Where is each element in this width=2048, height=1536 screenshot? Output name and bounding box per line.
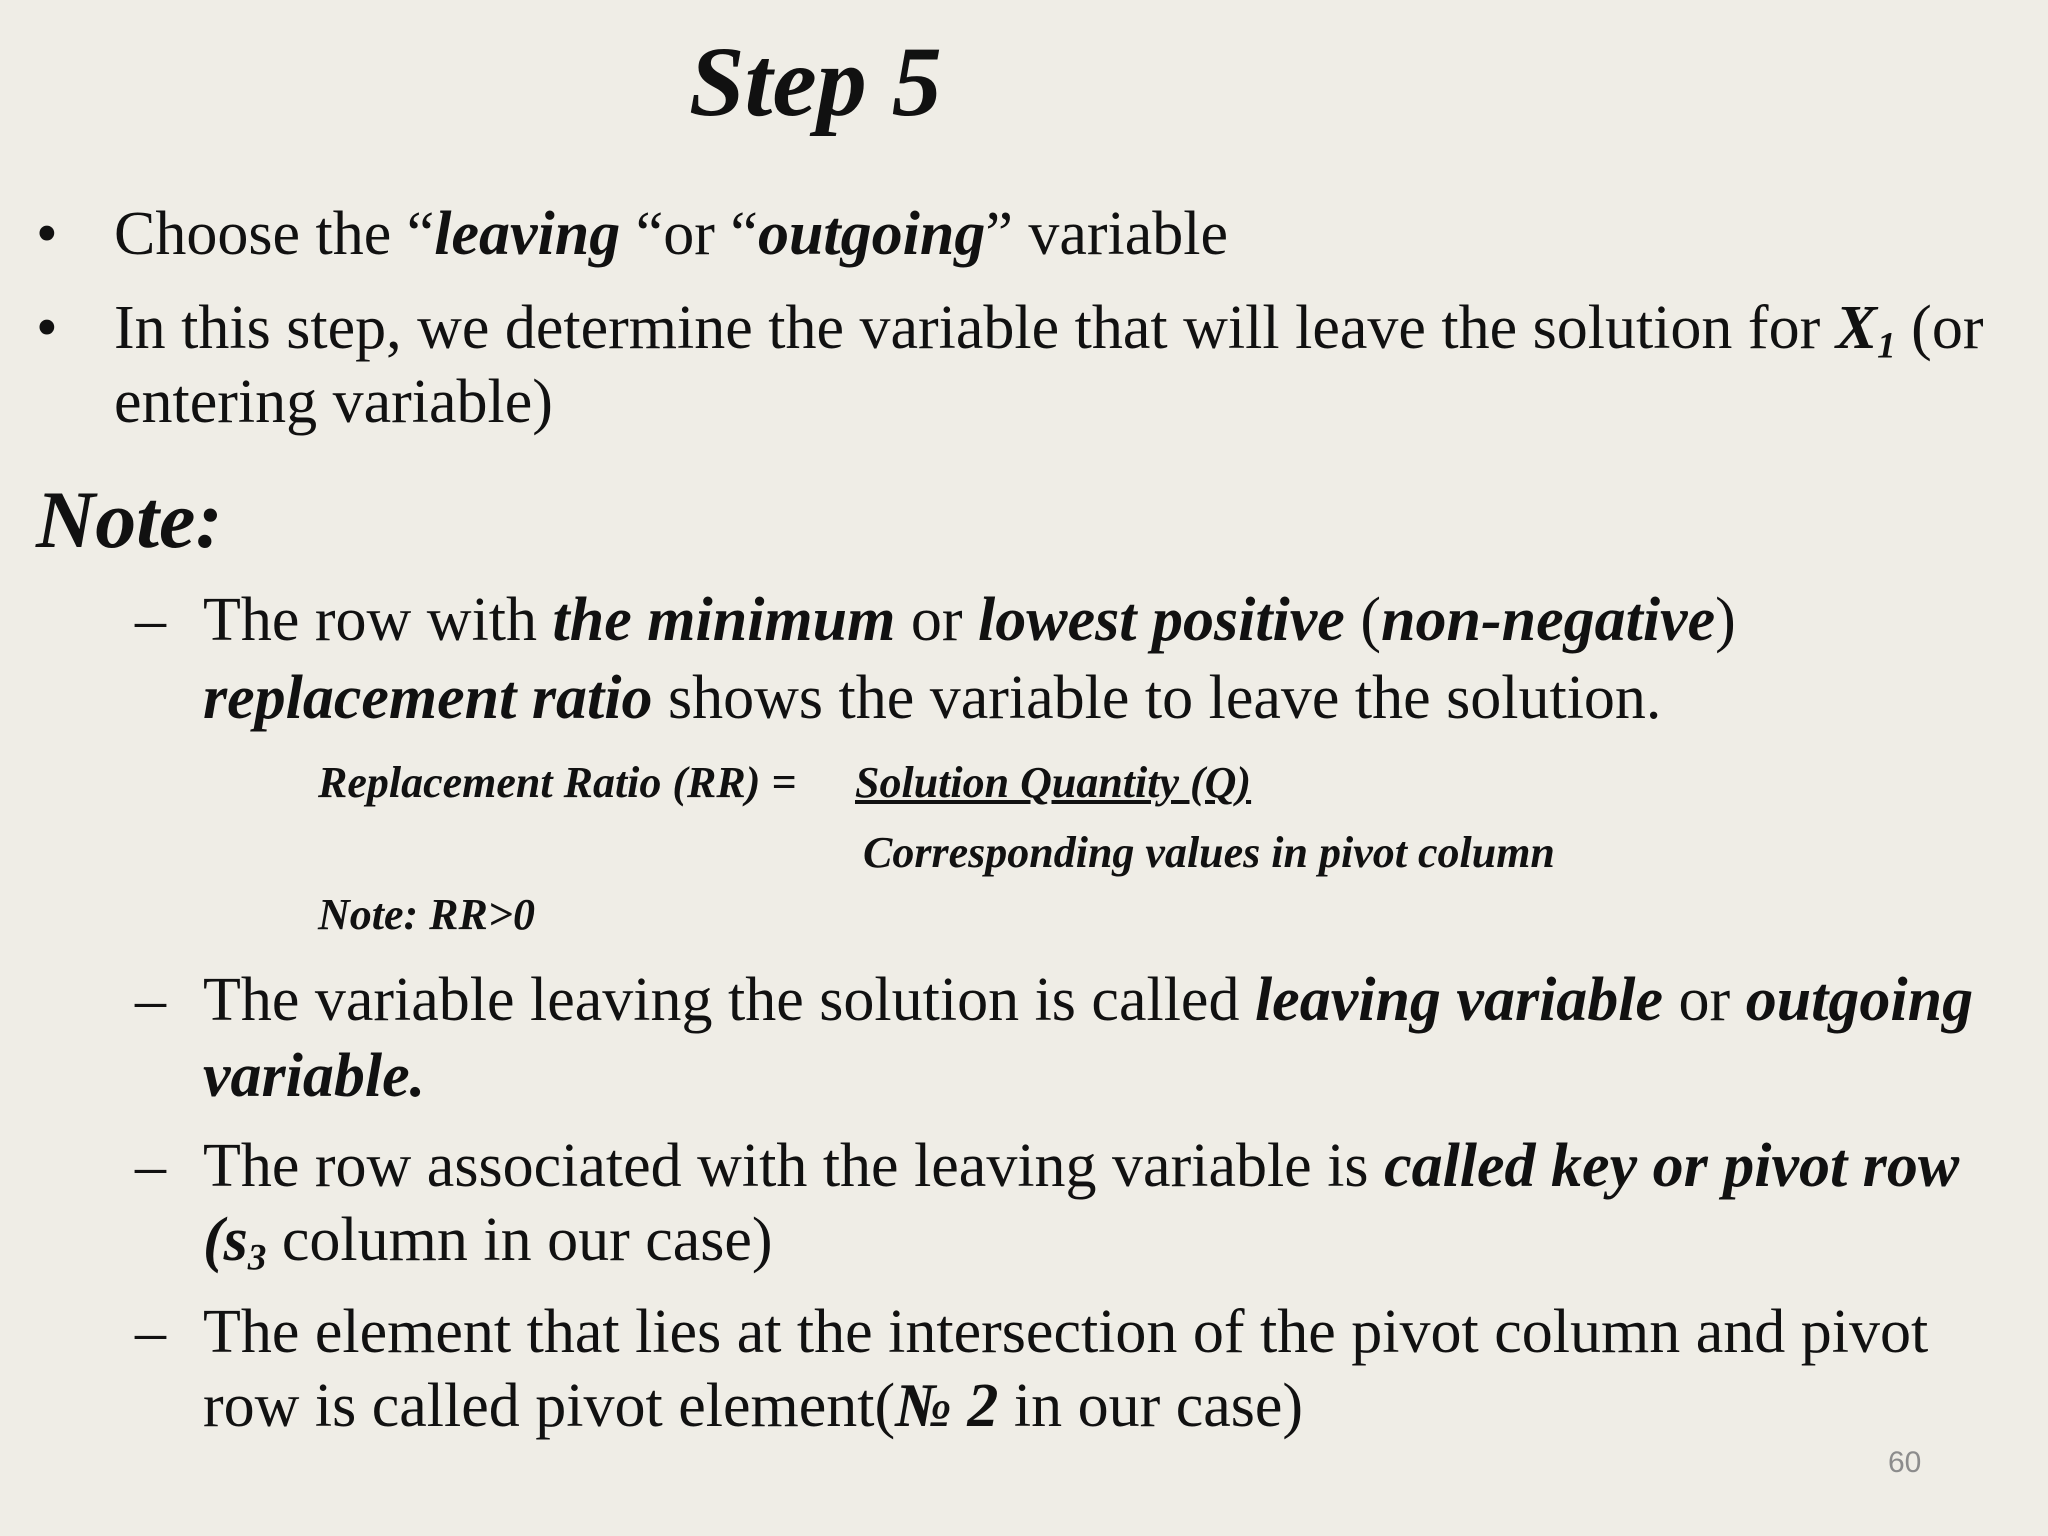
bullet-marker: • [36, 200, 58, 268]
dash-marker: – [135, 1298, 166, 1366]
formula-lhs: Replacement Ratio (RR) = [318, 758, 797, 807]
text-run: The element that lies at the intersection of the pivot column and pivot [203, 1298, 1929, 1366]
dash-marker: – [135, 1132, 166, 1200]
text-run: column in our case) [266, 1206, 773, 1274]
emphasis: non-negative [1380, 586, 1716, 654]
note-item-line-1 [203, 962, 1973, 1038]
note-item-line-2 [203, 660, 1661, 736]
emphasis: № 2 [895, 1372, 999, 1440]
note-heading: Note: [36, 474, 223, 565]
text-run: in our case) [998, 1372, 1304, 1440]
text-run: The row with [203, 586, 553, 654]
text-run: or [1663, 966, 1746, 1034]
emphasis-leaving: leaving [434, 200, 621, 268]
note-item-line-1 [203, 1294, 1928, 1370]
dash-marker: – [135, 966, 166, 1034]
text-run: In this step, we determine the variable that will leave the solution for [114, 294, 1836, 362]
subscript: 3 [247, 1237, 267, 1279]
note-item-line-2 [203, 1038, 425, 1114]
page-number: 60 [1888, 1446, 1922, 1479]
note-item-line-1 [203, 1128, 1959, 1204]
formula-denominator: Corresponding values in pivot column [863, 828, 1555, 877]
emphasis: called key or pivot row [1384, 1132, 1960, 1200]
text-run: ” variable [985, 200, 1229, 268]
text-run: ) [1715, 586, 1736, 654]
emphasis: outgoing [1745, 966, 1974, 1034]
slide-title: Step 5 [689, 26, 942, 137]
emphasis: lowest positive [978, 586, 1345, 654]
emphasis: variable. [203, 1042, 426, 1110]
text-run: (or [1895, 294, 1984, 362]
text-run: Choose the “ [114, 200, 435, 268]
text-run: or [895, 586, 979, 654]
bullet-text [114, 196, 1228, 273]
emphasis: replacement ratio [203, 664, 653, 732]
dash-marker: – [135, 586, 166, 654]
emphasis: leaving variable [1254, 966, 1664, 1034]
text-run: shows the variable to leave the solution. [652, 664, 1662, 732]
text-run: The row associated with the leaving variable is [203, 1132, 1385, 1200]
note-item-line-1 [203, 582, 1736, 658]
note-item-line-2 [203, 1368, 1303, 1444]
variable-x: X [1835, 294, 1878, 362]
emphasis-outgoing: outgoing [757, 200, 986, 268]
emphasis: the minimum [552, 586, 896, 654]
subscript: 1 [1877, 325, 1896, 367]
emphasis: (s [203, 1206, 248, 1274]
text-run: “or “ [620, 200, 758, 268]
text-run: row is called pivot element( [203, 1372, 896, 1440]
bullet-text-line-2: entering variable) [114, 368, 553, 436]
formula-constraint: Note: RR>0 [318, 890, 535, 939]
bullet-marker: • [36, 294, 58, 362]
text-run: ( [1344, 586, 1381, 654]
note-item-line-2 [203, 1202, 773, 1296]
text-run: The variable leaving the solution is called [203, 966, 1255, 1034]
formula-numerator: Solution Quantity (Q) [855, 758, 1252, 807]
